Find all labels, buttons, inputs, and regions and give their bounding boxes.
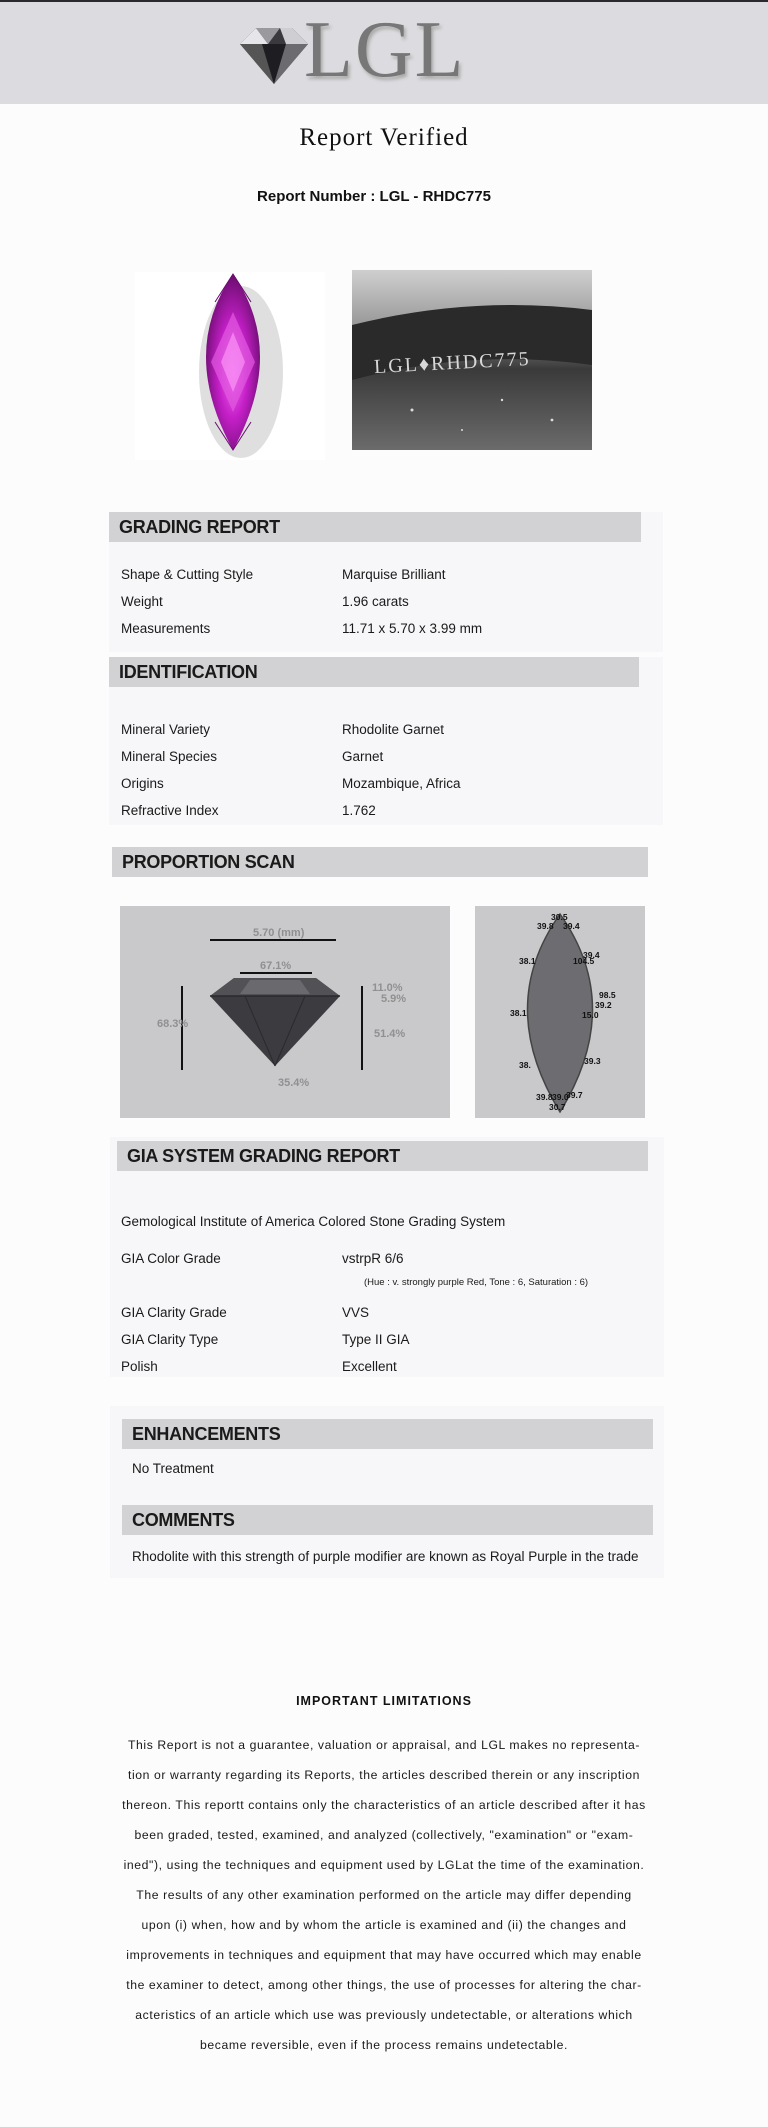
- limitations-line: the examiner to detect, among other things, the use of processes for altering the char-: [126, 1978, 642, 1992]
- side-crown-label: 11.0%: [372, 982, 403, 994]
- top-label: 38.1: [519, 956, 536, 966]
- top-label: 39.8: [537, 921, 554, 931]
- identification-row-label: Mineral Variety: [121, 722, 211, 737]
- top-label: 39.8: [536, 1092, 553, 1102]
- gia-row-label: GIA Clarity Type: [121, 1332, 219, 1347]
- top-label: 104.5: [573, 956, 595, 966]
- enhancements-header: [122, 1419, 653, 1449]
- identification-row-value: Mozambique, Africa: [342, 776, 461, 791]
- limitations-line: tion or warranty regarding its Reports, the articles described therein or any inscription: [127, 1768, 640, 1782]
- top-label: 30.5: [551, 912, 568, 922]
- side-width-label: 5.70 (mm): [253, 927, 305, 939]
- gia-row-label: Polish: [121, 1359, 158, 1374]
- proportion-scan-heading: PROPORTION SCAN: [122, 852, 295, 872]
- side-table-label: 67.1%: [260, 960, 292, 972]
- identification-row-value: Rhodolite Garnet: [342, 722, 445, 737]
- top-label: 39.0: [552, 1092, 569, 1102]
- limitations-line: been graded, tested, examined, and analyzed (collectively, "examination" or "exam-: [134, 1828, 634, 1842]
- identification-row-label: Origins: [121, 776, 164, 791]
- top-label: 39.4: [563, 921, 580, 931]
- top-label: 38.: [519, 1060, 531, 1070]
- gia-subtitle: Gemological Institute of America Colored Stone Grading System: [121, 1214, 506, 1229]
- top-label: 15.0: [582, 1010, 599, 1020]
- grading-row-value: Marquise Brilliant: [342, 567, 446, 582]
- side-pavangle-label: 35.4%: [278, 1077, 310, 1089]
- top-label: 38.1: [510, 1008, 527, 1018]
- identification-row-value: Garnet: [342, 749, 384, 764]
- enhancements-heading: ENHANCEMENTS: [132, 1424, 281, 1444]
- grading-row-label: Measurements: [121, 621, 211, 636]
- header-bar: [0, 0, 768, 104]
- limitations-line: thereon. This reportt contains only the characteristics of an article described after it has: [122, 1798, 646, 1812]
- proportion-scan-header: [112, 847, 648, 877]
- identification-row-label: Refractive Index: [121, 803, 219, 818]
- limitations-line: improvements in techniques and equipment that may have occurred which may enable: [126, 1948, 642, 1962]
- limitations-heading: IMPORTANT LIMITATIONS: [296, 1694, 472, 1708]
- top-label: 39.2: [595, 1000, 612, 1010]
- gia-color-note: (Hue : v. strongly purple Red, Tone : 6, Saturation : 6): [364, 1277, 589, 1288]
- limitations-line: became reversible, even if the process remains undetectable.: [200, 2038, 568, 2052]
- side-girdle-label: 5.9%: [381, 993, 407, 1005]
- grading-row-value: 1.96 carats: [342, 594, 409, 609]
- limitations-text: [118, 1730, 650, 2060]
- grading-row-label: Weight: [121, 594, 163, 609]
- comments-text: Rhodolite with this strength of purple modifier are known as Royal Purple in the trade: [132, 1549, 639, 1564]
- inscription-photo: [352, 270, 592, 450]
- top-label: 39.3: [584, 1056, 601, 1066]
- enhancements-text: No Treatment: [132, 1461, 214, 1476]
- limitations-line: acteristics of an article which use was previously undetectable, or alterations which: [135, 2008, 633, 2022]
- identification-heading: IDENTIFICATION: [119, 662, 258, 682]
- identification-row-value: 1.762: [342, 803, 376, 818]
- top-label: 39.7: [566, 1090, 583, 1100]
- top-label: 98.5: [599, 990, 616, 1000]
- top-label: 30.7: [549, 1102, 566, 1112]
- gem-photo: [135, 272, 325, 460]
- identification-row-label: Mineral Species: [121, 749, 218, 764]
- page-title: Report Verified: [299, 124, 469, 151]
- logo-text: LGL: [304, 6, 466, 94]
- comments-heading: COMMENTS: [132, 1510, 235, 1530]
- gia-heading: GIA SYSTEM GRADING REPORT: [127, 1146, 400, 1166]
- grading-report-header: [109, 512, 641, 542]
- identification-header: [109, 657, 639, 687]
- report-number: Report Number : LGL - RHDC775: [257, 188, 491, 205]
- grading-row-value: 11.71 x 5.70 x 3.99 mm: [342, 621, 483, 636]
- side-pavilion-label: 51.4%: [374, 1028, 406, 1040]
- gia-header: [117, 1141, 648, 1171]
- side-depth-label: 68.3%: [157, 1018, 189, 1030]
- comments-header: [122, 1505, 653, 1535]
- limitations-line: upon (i) when, how and by whom the article is examined and (ii) the changes and: [141, 1918, 627, 1932]
- proportion-top-diagram: [475, 906, 645, 1118]
- lgl-logo[interactable]: [234, 6, 494, 94]
- gia-row-value: Type II GIA: [342, 1332, 410, 1347]
- grading-row-label: Shape & Cutting Style: [121, 567, 254, 582]
- top-label: 39.4: [583, 950, 600, 960]
- inscription-text: LGL♦RHDC775: [373, 347, 532, 379]
- gia-color-label: GIA Color Grade: [121, 1251, 221, 1266]
- gia-row-value: Excellent: [342, 1359, 397, 1374]
- grading-report-heading: GRADING REPORT: [119, 517, 280, 537]
- limitations-line: This Report is not a guarantee, valuation or appraisal, and LGL makes no representa-: [128, 1738, 640, 1752]
- proportion-side-diagram: [120, 906, 450, 1118]
- gia-color-value: vstrpR 6/6: [342, 1251, 404, 1266]
- limitations-line: ined"), using the techniques and equipment used by LGLat the time of the examination.: [123, 1858, 645, 1872]
- gia-row-value: VVS: [342, 1305, 370, 1320]
- gia-row-label: GIA Clarity Grade: [121, 1305, 227, 1320]
- limitations-line: The results of any other examination performed on the article may differ depending: [136, 1888, 632, 1902]
- diamond-logo-icon: [234, 20, 314, 90]
